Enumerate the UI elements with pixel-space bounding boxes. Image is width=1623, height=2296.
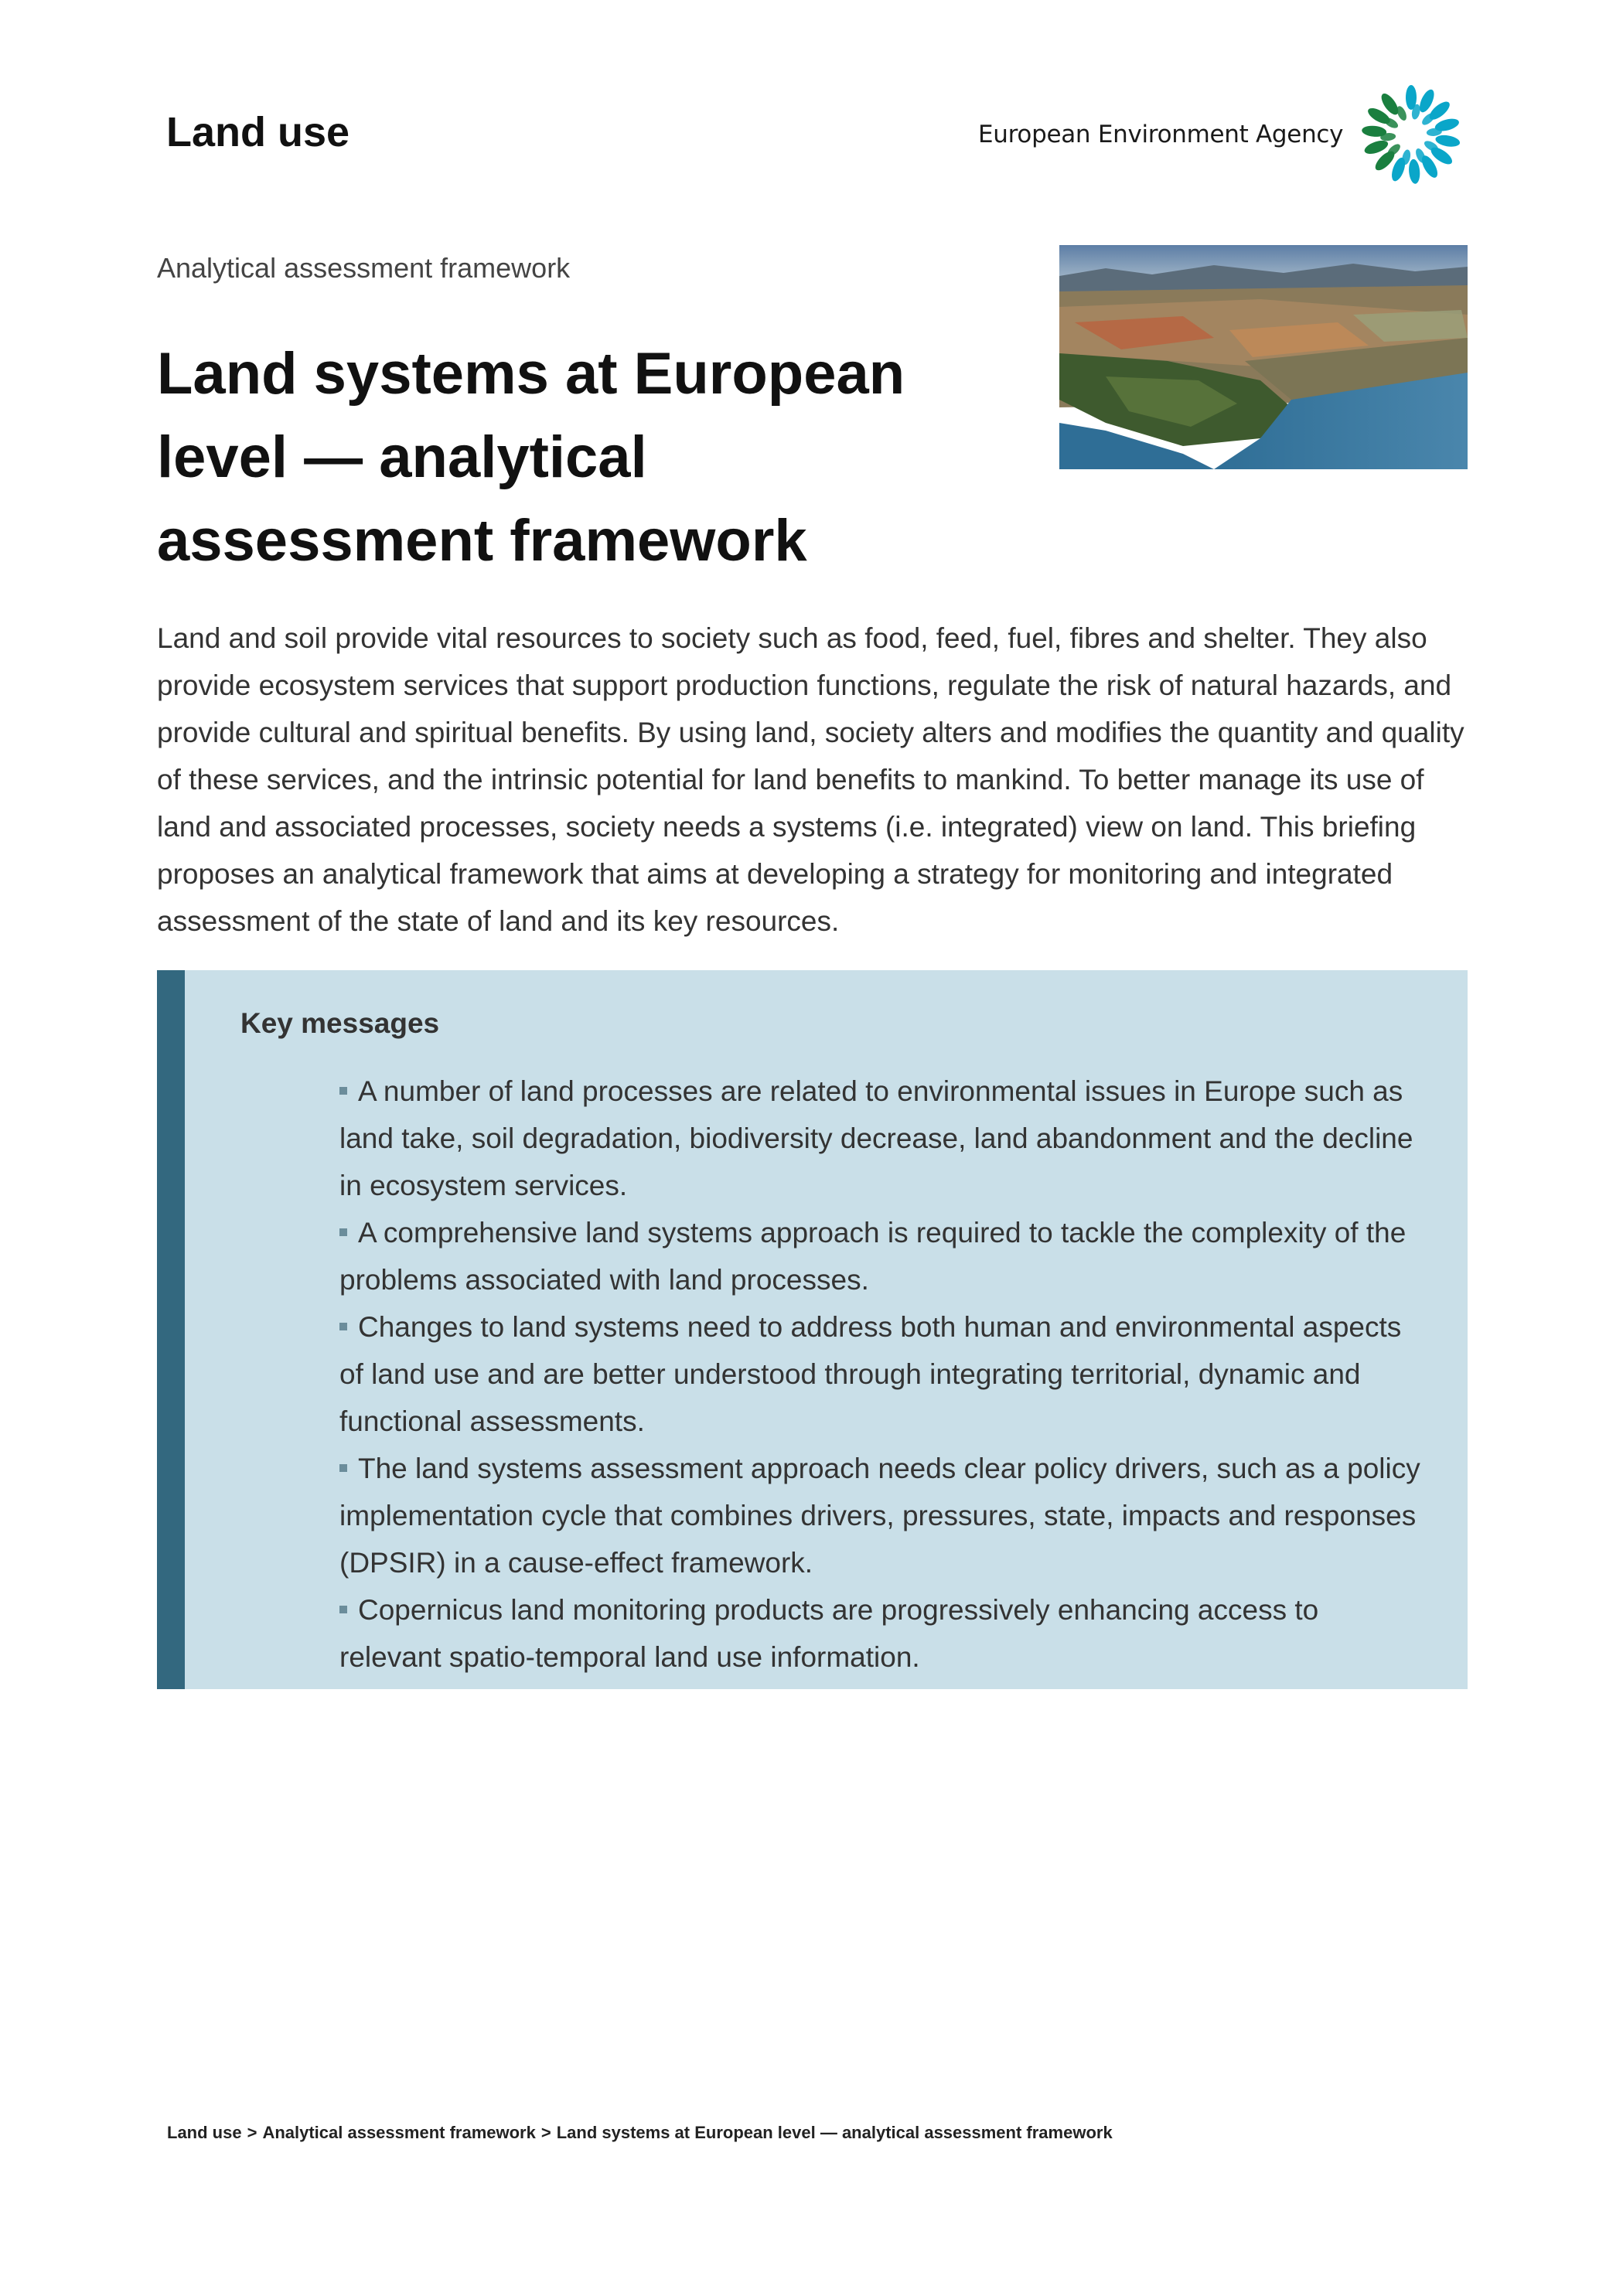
key-message-text: A number of land processes are related to environmental issues in Europe such as land take, soil degradation, biodiversity decrease, land abandonment and the decline in ecosystem services. [339, 1075, 1413, 1201]
aerial-landscape-photo [1059, 245, 1468, 469]
list-item [339, 1068, 1422, 1209]
breadcrumb-current: Land systems at European level — analytical assessment framework [556, 2123, 1113, 2142]
bullet-square-icon [339, 1606, 347, 1613]
breadcrumb-link-framework[interactable]: Analytical assessment framework [262, 2123, 536, 2142]
breadcrumb-separator: > [247, 2123, 257, 2142]
bullet-square-icon [339, 1323, 347, 1330]
bullet-square-icon [339, 1464, 347, 1472]
key-messages-title: Key messages [240, 1007, 440, 1039]
key-message-text: Copernicus land monitoring products are progressively enhancing access to relevant spatio-temporal land use information. [339, 1594, 1319, 1673]
key-messages-box [157, 970, 1468, 1689]
breadcrumb-separator: > [540, 2123, 551, 2142]
bullet-square-icon [339, 1087, 347, 1095]
eea-sun-logo-icon [1360, 83, 1462, 186]
list-item [339, 1209, 1422, 1303]
key-message-text: The land systems assessment approach needs clear policy drivers, such as a policy implementation cycle that combines drivers, pressures, state, impacts and responses (DPSIR) in a cause-effect framework. [339, 1453, 1420, 1579]
bullet-square-icon [339, 1228, 347, 1236]
agency-name: European Environment Agency [978, 121, 1344, 148]
intro-paragraph: Land and soil provide vital resources to society such as food, feed, fuel, fibres and shelter. They also provide ecosystem services that support production functions, regulate the risk of natural hazards, and provide cultural and spiritual benefits. By using land, society alters and modifies the quantity and quality of these services, and the intrinsic potential for land benefits to mankind. To better manage its use of land and associated processes, society needs a systems (i.e. integrated) view on land. This briefing proposes an analytical framework that aims at developing a strategy for monitoring and integrated assessment of the state of land and its key resources. [157, 622, 1464, 937]
key-message-text: A comprehensive land systems approach is required to tackle the complexity of the problems associated with land processes. [339, 1217, 1406, 1296]
list-item [339, 1445, 1422, 1586]
list-item [339, 1303, 1422, 1445]
breadcrumb [167, 2123, 1113, 2143]
key-messages-list [339, 1068, 1422, 1681]
key-message-text: Changes to land systems need to address both human and environmental aspects of land use and are better understood through integrating territorial, dynamic and functional assessments. [339, 1311, 1402, 1437]
document-subtitle: Analytical assessment framework [157, 252, 571, 284]
list-item [339, 1586, 1422, 1681]
breadcrumb-link-land-use[interactable]: Land use [167, 2123, 242, 2142]
topic-heading: Land use [166, 109, 350, 155]
agency-branding [978, 83, 1462, 186]
page-title: Land systems at European level — analytical assessment framework [157, 341, 905, 574]
